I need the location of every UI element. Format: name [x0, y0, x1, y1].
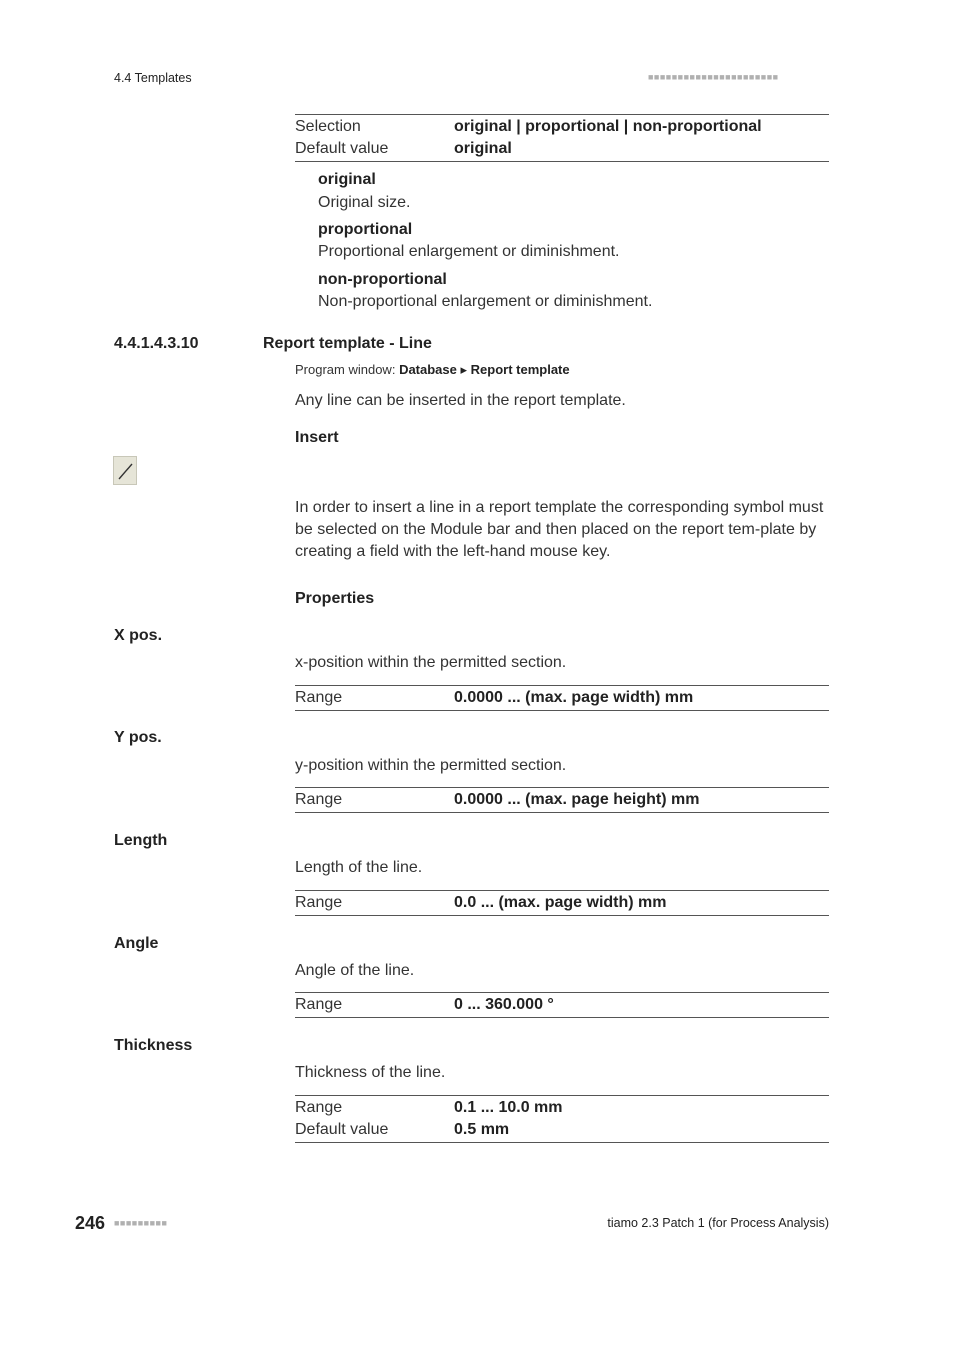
path-separator: ▸ [460, 362, 468, 377]
option-desc: Non-proportional enlargement or diminishment. [318, 293, 653, 310]
running-header-dots: ■■■■■■■■■■■■■■■■■■■■■■ [648, 72, 779, 82]
property-name: Thickness [114, 1037, 193, 1054]
table-value: 0.0 ... (max. page width) mm [454, 894, 667, 911]
section-title: Report template - Line [263, 335, 432, 352]
table-key: Selection [295, 118, 361, 135]
range-table [295, 787, 829, 813]
program-window-path1: Database [399, 362, 457, 377]
property-desc: Thickness of the line. [295, 1064, 446, 1081]
range-table [295, 992, 829, 1018]
table-row [295, 1119, 829, 1141]
table-value: original | proportional | non-proportional [454, 118, 762, 135]
running-header-section: 4.4 Templates [114, 71, 192, 85]
table-key: Range [295, 689, 343, 706]
table-row [295, 892, 829, 914]
footer-dots: ■■■■■■■■■ [114, 1218, 168, 1228]
insert-heading: Insert [295, 429, 339, 446]
option-title: non-proportional [318, 271, 447, 288]
property-desc: x-position within the permitted section. [295, 654, 567, 671]
range-table [295, 890, 829, 916]
program-window-path [295, 362, 570, 378]
table-value: original [454, 140, 512, 157]
table-value: 0.1 ... 10.0 mm [454, 1099, 563, 1116]
property-name: Length [114, 832, 168, 849]
table-row [295, 994, 829, 1016]
page-number: 246 [75, 1213, 106, 1233]
table-value: 0.0000 ... (max. page height) mm [454, 791, 700, 808]
range-table [295, 685, 829, 711]
line-tool-icon [113, 456, 137, 485]
footer-product: tiamo 2.3 Patch 1 (for Process Analysis) [607, 1216, 829, 1230]
table-value: 0 ... 360.000 ° [454, 996, 554, 1013]
table-key: Range [295, 1099, 343, 1116]
table-value: 0.5 mm [454, 1121, 510, 1138]
table-key: Default value [295, 1121, 389, 1138]
property-desc: y-position within the permitted section. [295, 757, 567, 774]
program-window-path2: Report template [470, 362, 570, 377]
intro-text: Any line can be inserted in the report template. [295, 392, 626, 409]
property-name: X pos. [114, 627, 163, 644]
option-desc: Original size. [318, 194, 411, 211]
properties-heading: Properties [295, 590, 375, 607]
table-value: 0.0000 ... (max. page width) mm [454, 689, 694, 706]
property-desc: Angle of the line. [295, 962, 415, 979]
option-title: original [318, 171, 376, 188]
table-key: Range [295, 791, 343, 808]
program-window-label: Program window: [295, 362, 396, 377]
table-row [295, 789, 829, 811]
table-key: Default value [295, 140, 389, 157]
table-row [295, 1097, 829, 1119]
option-desc: Proportional enlargement or diminishment. [318, 243, 620, 260]
table-key: Range [295, 996, 343, 1013]
section-number: 4.4.1.4.3.10 [114, 335, 199, 352]
table-row [295, 687, 829, 709]
property-desc: Length of the line. [295, 859, 423, 876]
insert-text: In order to insert a line in a report template the corresponding symbol must be selected on the Module bar and then placed on the report tem-plate by creating a field with the left-hand mouse key. [295, 499, 824, 560]
table-row [295, 116, 829, 138]
option-title: proportional [318, 221, 413, 238]
table-row [295, 138, 829, 160]
property-name: Angle [114, 935, 159, 952]
table-key: Range [295, 894, 343, 911]
range-table [295, 1095, 829, 1143]
property-name: Y pos. [114, 729, 162, 746]
selection-table [295, 114, 829, 162]
